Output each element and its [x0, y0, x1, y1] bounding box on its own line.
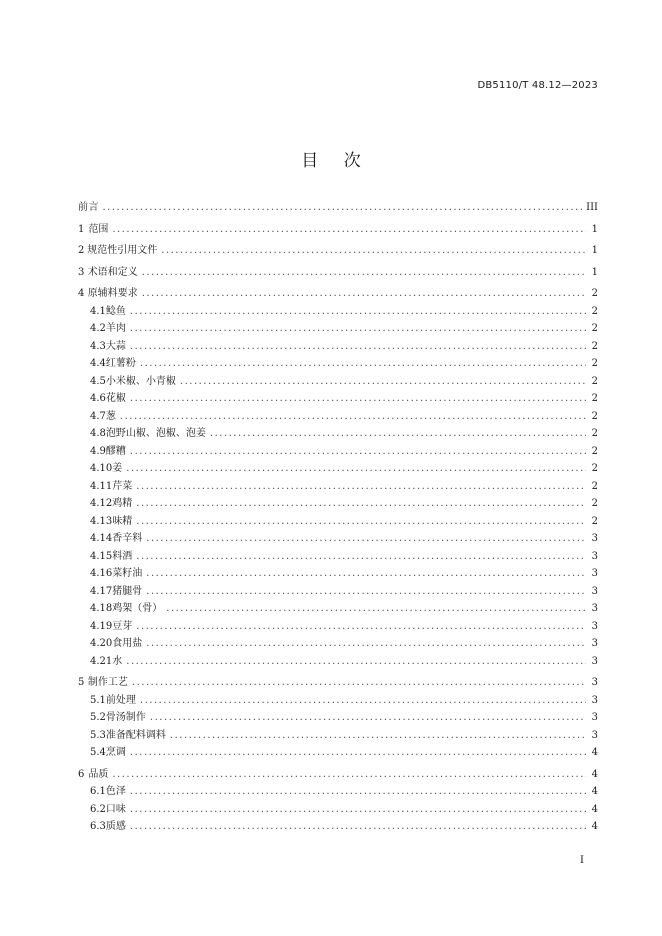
- toc-entry-title: 大蒜: [105, 340, 126, 352]
- toc-entry-number: 5.3: [90, 729, 106, 741]
- toc-entry[interactable]: [78, 495, 598, 513]
- toc-entry-number: 4.10: [90, 463, 113, 474]
- toc-entry-page: 3: [591, 585, 598, 597]
- toc-entry-page: 3: [591, 550, 598, 562]
- toc-entry-page: 1: [591, 245, 598, 256]
- toc-leader-dots: [146, 635, 586, 653]
- toc-entry-title: 鲶鱼: [105, 305, 126, 317]
- toc-entry-page: 2: [591, 498, 598, 509]
- toc-entry-number: 4.17: [90, 585, 113, 597]
- toc-entry-title: 前处理: [105, 694, 136, 706]
- toc-entry-number: 5.1: [90, 694, 106, 706]
- toc-entry-number: 前: [78, 202, 88, 213]
- toc-entry[interactable]: [78, 242, 598, 260]
- toc-leader-dots: [112, 221, 586, 239]
- toc-entry[interactable]: [78, 303, 598, 321]
- toc-entry[interactable]: [78, 635, 598, 653]
- toc-entry-page: 3: [591, 655, 598, 667]
- toc-entry-title: 制作工艺: [87, 677, 128, 688]
- toc-entry-page: 3: [591, 620, 598, 632]
- toc-leader-dots: [120, 408, 586, 426]
- toc-entry-number: 2: [78, 245, 85, 256]
- toc-entry-page: 2: [591, 480, 598, 492]
- toc-entry[interactable]: [78, 709, 598, 727]
- toc-entry-number: 4.15: [90, 550, 113, 562]
- toc-entry-title: 原辅料要求: [87, 288, 138, 299]
- toc-leader-dots: [136, 478, 586, 496]
- toc-entry-page: 3: [591, 603, 598, 614]
- toc-entry-page: 2: [591, 463, 598, 474]
- toc-entry-number: 4.3: [90, 340, 106, 352]
- toc-leader-dots: [130, 443, 586, 461]
- toc-entry-number: 4.2: [90, 323, 106, 334]
- toc-entry[interactable]: [78, 478, 598, 496]
- toc-entry-title: 豆芽: [112, 620, 133, 632]
- toc-leader-dots: [140, 355, 586, 373]
- toc-leader-dots: [130, 390, 586, 408]
- page-title: 目 次: [301, 151, 371, 171]
- toc-entry-title: 菜籽油: [112, 568, 143, 579]
- toc-leader-dots: [161, 242, 586, 260]
- toc-entry-page: 3: [591, 694, 598, 706]
- toc-entry-number: 4.19: [90, 620, 113, 632]
- toc-entry-title: 水: [112, 655, 123, 667]
- toc-entry[interactable]: [78, 320, 598, 338]
- page-number: I: [580, 855, 584, 866]
- toc-entry-title: 葱: [105, 410, 116, 422]
- toc-entry-title: 烹调: [105, 747, 126, 758]
- toc-entry[interactable]: [78, 766, 598, 784]
- toc-entry[interactable]: [78, 355, 598, 373]
- toc-entry-number: 4.4: [90, 358, 106, 369]
- toc-entry-title: 香辛料: [112, 533, 143, 544]
- toc-entry-page: 2: [591, 375, 598, 387]
- toc-leader-dots: [136, 618, 586, 636]
- toc-entry-number: 4.21: [90, 655, 113, 667]
- toc-entry-page: 3: [591, 729, 598, 741]
- toc-entry-title: 质感: [105, 821, 126, 832]
- toc-entry[interactable]: [78, 801, 598, 819]
- toc-entry[interactable]: [78, 221, 598, 239]
- toc-entry-title: 味精: [112, 515, 133, 527]
- toc-entry[interactable]: [78, 744, 598, 762]
- toc-entry-number: 6.1: [90, 786, 106, 797]
- toc-leader-dots: [170, 727, 586, 745]
- toc-entry[interactable]: [78, 783, 598, 801]
- toc-entry-number: 4.9: [90, 445, 106, 457]
- toc-entry-number: 6.3: [90, 821, 106, 832]
- toc-entry-page: 4: [591, 803, 598, 815]
- toc-entry-title: 料酒: [112, 550, 133, 562]
- toc-entry-title: 小米椒、小青椒: [105, 375, 176, 387]
- toc-entry-page: 3: [591, 638, 598, 649]
- toc-entry[interactable]: [78, 600, 598, 618]
- toc-leader-dots: [130, 338, 586, 356]
- toc-entry-title: 规范性引用文件: [87, 245, 158, 256]
- toc-entry-title: 猪腿骨: [112, 585, 143, 597]
- toc-entry-number: 6: [78, 768, 85, 780]
- toc-entry-number: 6.2: [90, 803, 106, 815]
- toc-entry-page: 4: [591, 821, 598, 832]
- toc-entry-number: 4: [78, 288, 85, 299]
- toc-entry-page: 1: [591, 223, 598, 235]
- toc-entry-page: 4: [591, 747, 598, 758]
- toc-entry-page: 3: [591, 677, 598, 688]
- toc-leader-dots: [136, 548, 586, 566]
- toc-leader-dots: [210, 425, 586, 443]
- document-code: DB5110/T 48.12—2023: [477, 80, 598, 91]
- toc-entry-title: 骨汤制作: [105, 712, 146, 723]
- toc-entry[interactable]: [78, 513, 598, 531]
- toc-leader-dots: [136, 495, 586, 513]
- toc-entry[interactable]: [78, 565, 598, 583]
- toc-leader-dots: [130, 303, 586, 321]
- toc-entry-page: 1: [591, 266, 598, 278]
- toc-entry-page: 4: [591, 786, 598, 797]
- toc-entry[interactable]: [78, 285, 598, 303]
- toc-entry-page: 2: [591, 323, 598, 334]
- toc-entry-page: 2: [591, 358, 598, 369]
- toc-entry[interactable]: [78, 653, 598, 671]
- toc-entry[interactable]: [78, 408, 598, 426]
- toc-leader-dots: [130, 783, 586, 801]
- toc-leader-dots: [130, 801, 586, 819]
- toc-entry[interactable]: [78, 443, 598, 461]
- toc-entry-number: 4.16: [90, 568, 113, 579]
- toc-entry-page: 2: [591, 288, 598, 299]
- toc-entry-number: 4.8: [90, 428, 106, 439]
- toc-leader-dots: [130, 818, 586, 836]
- toc-entry-title: 食用盐: [112, 638, 143, 649]
- toc-entry-number: 1: [78, 223, 85, 235]
- toc-entry[interactable]: [78, 460, 598, 478]
- toc-leader-dots: [130, 744, 586, 762]
- toc-entry[interactable]: [78, 390, 598, 408]
- toc-entry-number: 4.20: [90, 638, 113, 649]
- toc-leader-dots: [126, 460, 586, 478]
- toc-entry[interactable]: [78, 674, 598, 692]
- toc-entry-page: 3: [591, 533, 598, 544]
- toc-leader-dots: [146, 530, 586, 548]
- toc-entry[interactable]: [78, 530, 598, 548]
- toc-leader-dots: [150, 709, 586, 727]
- toc-entry-number: 4.1: [90, 305, 106, 317]
- toc-entry-title: 色泽: [105, 786, 126, 797]
- toc-entry-number: 5.4: [90, 747, 106, 758]
- toc-entry[interactable]: [78, 425, 598, 443]
- toc-entry-page: 2: [591, 410, 598, 422]
- toc-leader-dots: [126, 653, 586, 671]
- toc-entry-number: 4.7: [90, 410, 106, 422]
- toc-entry-page: 2: [591, 340, 598, 352]
- toc-leader-dots: [142, 285, 586, 303]
- toc-entry-title: 范围: [88, 223, 109, 235]
- toc-entry[interactable]: [78, 818, 598, 836]
- toc-leader-dots: [180, 373, 586, 391]
- toc-entry-title: 花椒: [105, 393, 126, 404]
- toc-leader-dots: [132, 674, 586, 692]
- toc-entry[interactable]: [78, 373, 598, 391]
- toc-entry-title: 羊肉: [105, 323, 126, 334]
- table-of-contents: [78, 199, 598, 836]
- toc-entry-page: 3: [591, 568, 598, 579]
- toc-leader-dots: [140, 692, 586, 710]
- toc-entry[interactable]: [78, 199, 598, 217]
- toc-entry-number: 5: [78, 677, 85, 688]
- toc-entry-title: 术语和定义: [87, 266, 138, 278]
- toc-entry-title: 芹菜: [112, 480, 133, 492]
- toc-entry-title: 鸡架（骨）: [112, 603, 163, 614]
- toc-entry-page: 2: [591, 515, 598, 527]
- toc-leader-dots: [112, 766, 586, 784]
- toc-entry-number: 4.18: [90, 603, 113, 614]
- toc-entry-title: 言: [88, 202, 99, 213]
- toc-entry-number: 4.11: [90, 480, 113, 492]
- toc-entry[interactable]: [78, 618, 598, 636]
- toc-entry-page: 2: [591, 445, 598, 457]
- toc-leader-dots: [136, 513, 586, 531]
- toc-entry-number: 4.12: [90, 498, 113, 509]
- toc-entry-number: 4.6: [90, 393, 106, 404]
- toc-entry-number: 4.14: [90, 533, 113, 544]
- toc-leader-dots: [130, 320, 586, 338]
- toc-entry-page: 2: [591, 428, 598, 439]
- toc-leader-dots: [146, 565, 586, 583]
- toc-leader-dots: [142, 264, 586, 282]
- toc-entry-title: 口味: [105, 803, 126, 815]
- toc-entry-page: 2: [591, 393, 598, 404]
- toc-entry[interactable]: [78, 338, 598, 356]
- toc-entry[interactable]: [78, 727, 598, 745]
- toc-entry-page: 2: [591, 305, 598, 317]
- toc-entry-title: 姜: [112, 463, 123, 474]
- toc-entry-title: 品质: [88, 768, 109, 780]
- toc-entry-title: 醪糟: [105, 445, 126, 457]
- toc-entry[interactable]: [78, 692, 598, 710]
- toc-entry[interactable]: [78, 264, 598, 282]
- toc-leader-dots: [102, 199, 582, 217]
- toc-entry-title: 准备配料调料: [105, 729, 166, 741]
- toc-entry-page: III: [586, 202, 598, 213]
- toc-entry-number: 3: [78, 266, 85, 278]
- toc-entry-page: 4: [591, 768, 598, 780]
- toc-entry-title: 泡野山椒、泡椒、泡姜: [105, 428, 206, 439]
- toc-entry-title: 鸡精: [112, 498, 133, 509]
- toc-entry-number: 4.13: [90, 515, 113, 527]
- toc-entry[interactable]: [78, 548, 598, 566]
- toc-entry-number: 4.5: [90, 375, 106, 387]
- toc-leader-dots: [146, 583, 586, 601]
- toc-entry[interactable]: [78, 583, 598, 601]
- toc-entry-page: 3: [591, 712, 598, 723]
- toc-entry-title: 红薯粉: [105, 358, 136, 369]
- toc-entry-number: 5.2: [90, 712, 106, 723]
- toc-leader-dots: [166, 600, 586, 618]
